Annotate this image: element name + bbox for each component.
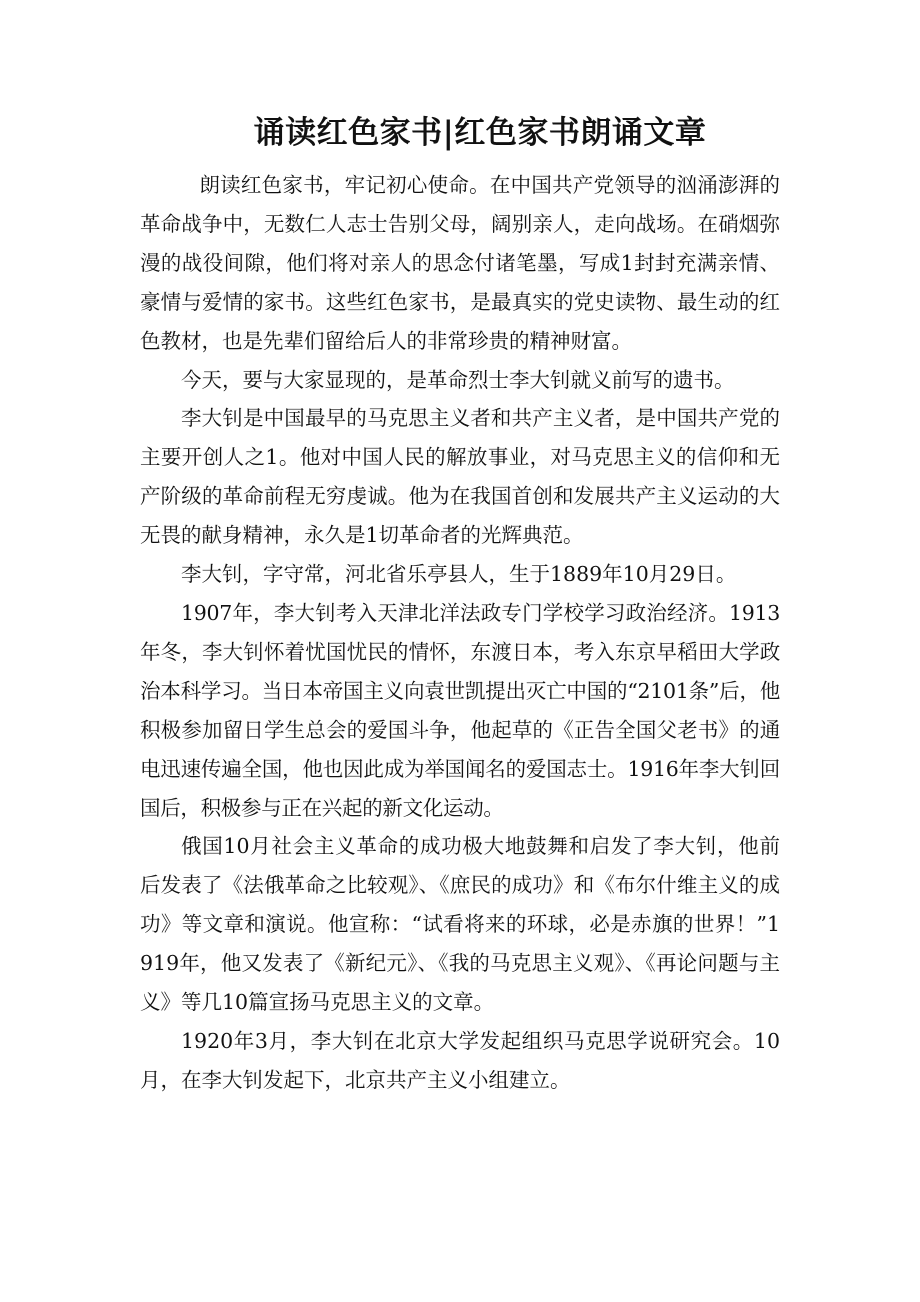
document-body: [140, 166, 780, 1100]
paragraph: 李大钊是中国最早的马克思主义者和共产主义者，是中国共产党的主要开创人之1。他对中国人民的解放事业，对马克思主义的信仰和无产阶级的革命前程无穷虔诚。他为在我国首创和发展共产主义运动的大无畏的献身精神，永久是1切革命者的光辉典范。: [140, 406, 780, 548]
paragraph: 1907年，李大钊考入天津北洋法政专门学校学习政治经济。1913年冬，李大钊怀着忧国忧民的情怀，东渡日本，考入东京早稻田大学政治本科学习。当日本帝国主义向袁世凯提出灭亡中国的“2101条”后，他积极参加留日学生总会的爱国斗争，他起草的《正告全国父老书》的通电迅速传遍全国，他也因此成为举国闻名的爱国志士。1916年李大钊回国后，积极参与正在兴起的新文化运动。: [140, 600, 780, 820]
paragraph: 李大钊，字守常，河北省乐亭县人，生于1889年10月29日。: [181, 562, 737, 587]
paragraph: 1920年3月，李大钊在北京大学发起组织马克思学说研究会。10月，在李大钊发起下，北京共产主义小组建立。: [140, 1028, 780, 1092]
paragraph: 朗读红色家书，牢记初心使命。在中国共产党领导的汹涌澎湃的革命战争中，无数仁人志士告别父母，阔别亲人，走向战场。在硝烟弥漫的战役间隙，他们将对亲人的思念付诸笔墨，写成1封封充满亲情、豪情与爱情的家书。这些红色家书，是最真实的党史读物、最生动的红色教材，也是先辈们留给后人的非常珍贵的精神财富。: [140, 173, 780, 353]
paragraph: 今天，要与大家显现的，是革命烈士李大钊就义前写的遗书。: [181, 367, 735, 392]
paragraph: 俄国10月社会主义革命的成功极大地鼓舞和启发了李大钊，他前后发表了《法俄革命之比较观》、《庶民的成功》和《布尔什维主义的成功》等文章和演说。他宣称：“试看将来的环球，必是赤旗的世界！”1919年，他又发表了《新纪元》、《我的马克思主义观》、《再论问题与主义》等几10篇宣扬马克思主义的文章。: [140, 834, 780, 1015]
document-title: 诵读红色家书|红色家书朗诵文章: [253, 115, 707, 151]
